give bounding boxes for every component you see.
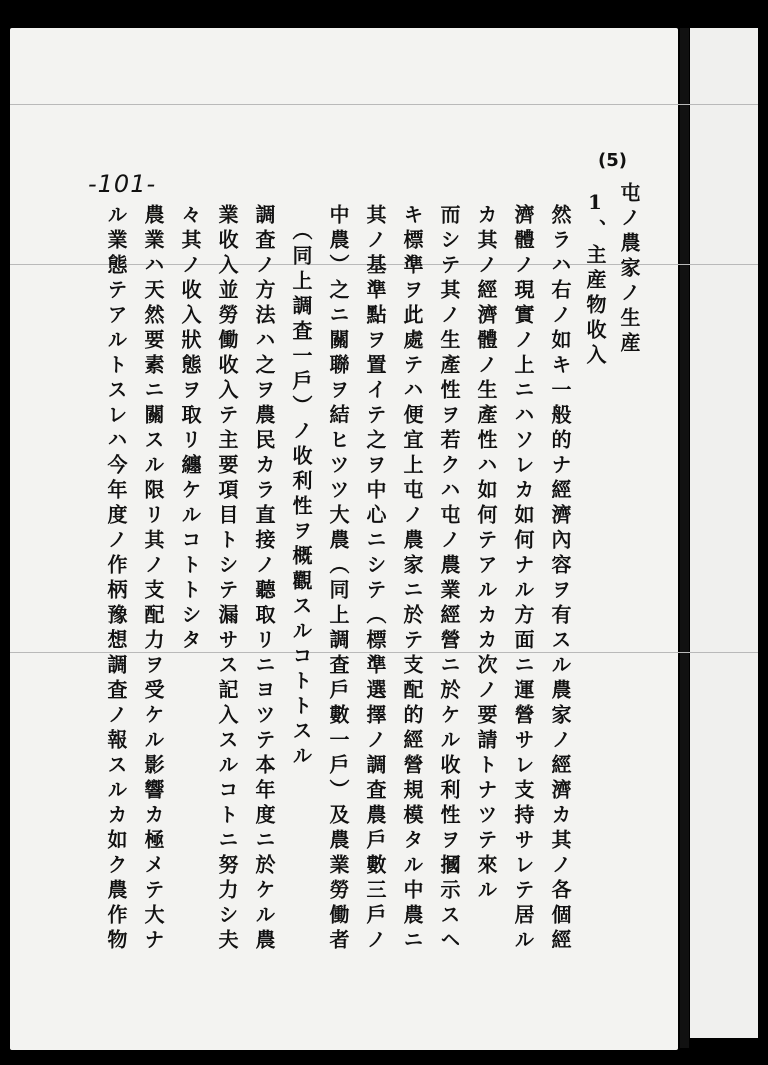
text-line: 業收入並勞働收入テ主要項目トシテ漏サス記入スルコトニ努力シ夫 (215, 204, 239, 954)
adjacent-page-edge (690, 28, 758, 1038)
page-number: -101- (88, 170, 157, 198)
book-spine (680, 28, 689, 1048)
section-title: 屯ノ農家ノ生産 (617, 182, 641, 357)
text-line: （同上調査一戶）ノ收利性ヲ概觀スルコトトスル (289, 220, 313, 770)
text-line: 中農）之ニ關聯ヲ結ヒツツ大農（同上調査戶數一戶）及農業勞働者 (326, 204, 350, 954)
text-line: キ標準ヲ此處テハ便宜上屯ノ農家ニ於テ支配的經營規模タル中農ニ (400, 204, 424, 954)
text-line: 濟體ノ現實ノ上ニハソレカ如何ナル方面ニ運營サレ支持サレテ居ル (511, 204, 535, 954)
scan-line (10, 104, 758, 105)
text-line: 々其ノ收入狀態ヲ取リ纏ケルコトトシタ (178, 204, 202, 654)
subsection-title: 1、主産物收入 (583, 190, 607, 369)
text-line: 而シテ其ノ生產性ヲ若クハ屯ノ農業經營ニ於ケル收利性ヲ摑示スヘ (437, 204, 461, 954)
text-line: 然ラハ右ノ如キ一般的ナ經濟內容ヲ有スル農家ノ經濟カ其ノ各個經 (548, 204, 572, 954)
text-line: ル業態テアルトスレハ今年度ノ作柄豫想調査ノ報スルカ如ク農作物 (104, 204, 128, 954)
text-line: 農業ハ天然要素ニ關スル限リ其ノ支配力ヲ受ケル影響カ極メテ大ナ (141, 204, 165, 954)
text-line: 其ノ基準點ヲ置イテ之ヲ中心ニシテ（標準選擇ノ調査農戶數三戶ノ (363, 204, 387, 954)
text-line: 調査ノ方法ハ之ヲ農民カラ直接ノ聽取リニヨツテ本年度ニ於ケル農 (252, 204, 276, 954)
section-number: (5) (598, 150, 627, 171)
text-line: カ其ノ經濟體ノ生產性ハ如何テアルカカ次ノ要請トナツテ來ル (474, 204, 498, 904)
